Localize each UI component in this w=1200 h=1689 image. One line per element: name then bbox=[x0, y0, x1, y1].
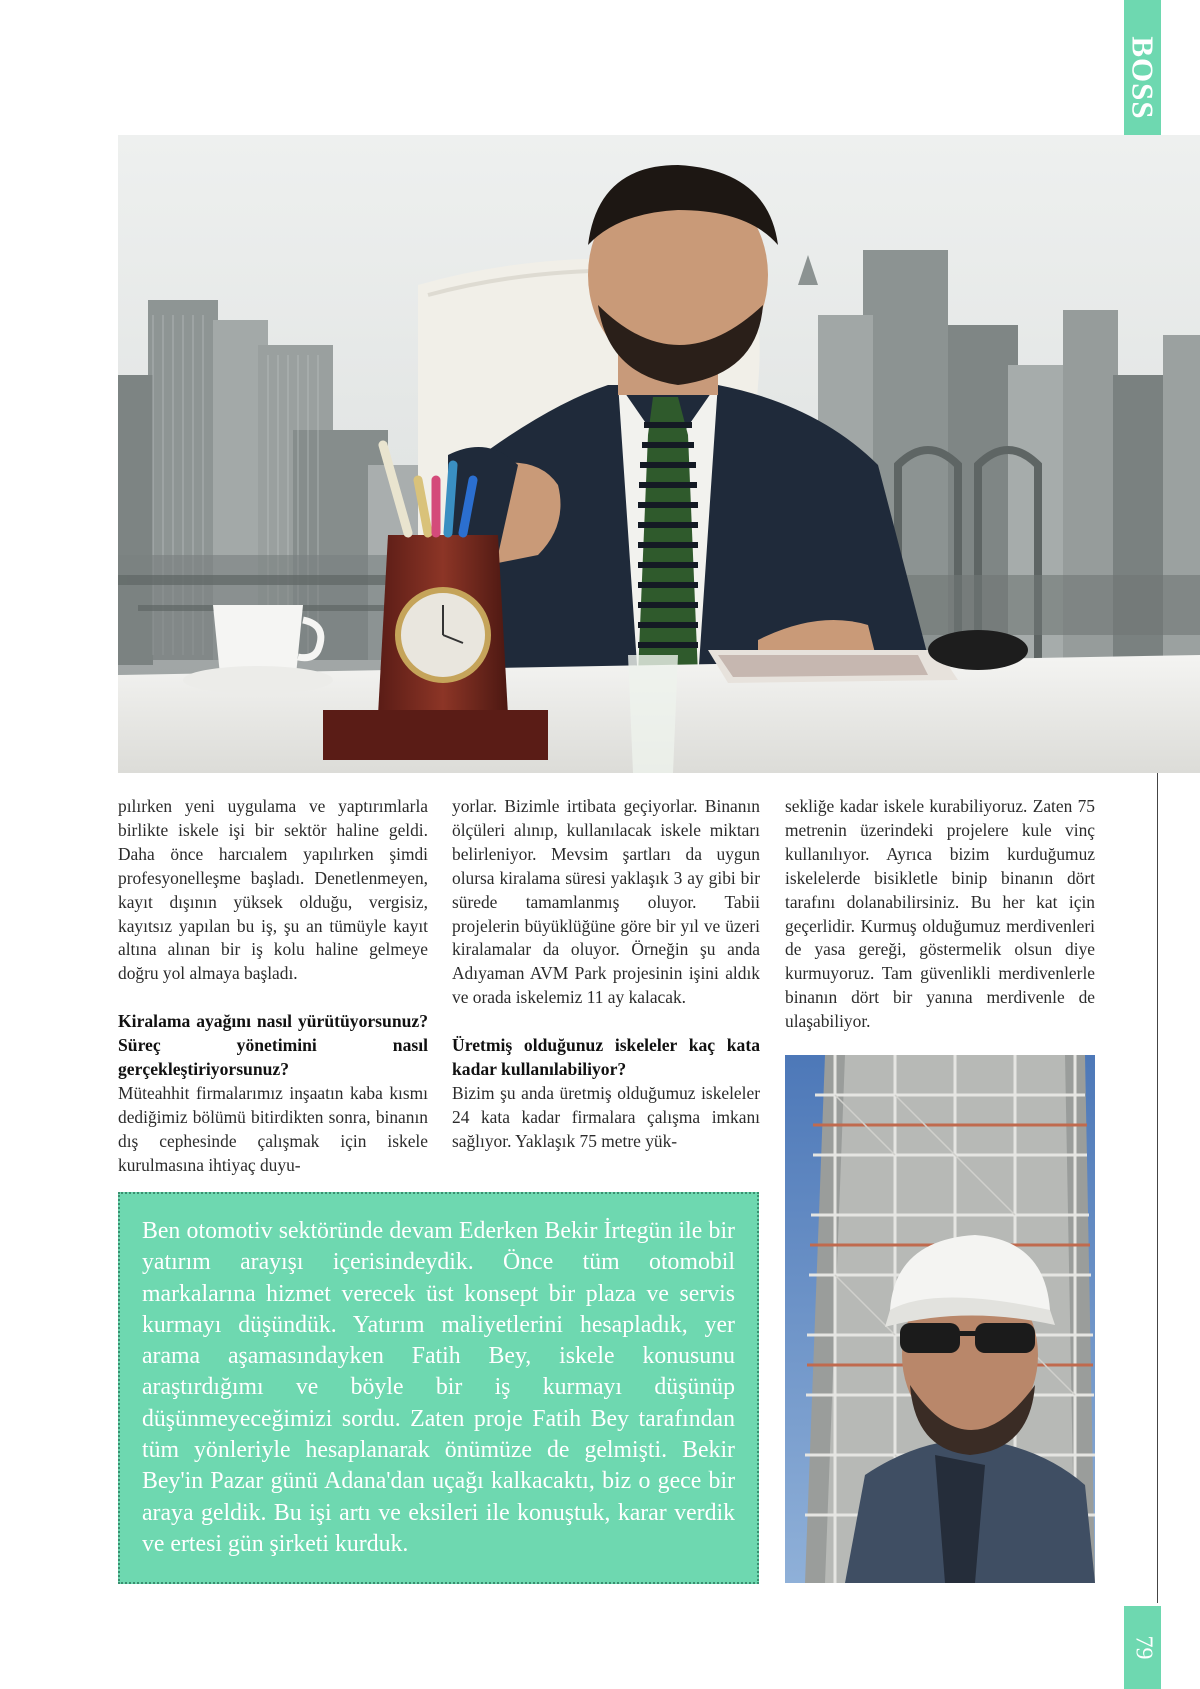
col1-paragraph-2: Müteahhit firmalarımız inşaatın kaba kısmı dediğimiz bölümü bitirdikten sonra, binanın dış cephesinde çalışmak için iskele kurulmasına ihtiyaç duyu- bbox=[118, 1082, 428, 1175]
page-number-tab bbox=[1124, 1606, 1161, 1689]
page-number: 79 bbox=[1130, 1635, 1156, 1660]
text-column-1 bbox=[118, 795, 428, 1178]
scaffolding-portrait-illustration bbox=[785, 1055, 1095, 1583]
pull-quote-text: Ben otomotiv sektöründe devam Ederken Bekir İrtegün ile bir yatırım arayışı içerisindeydik. Önce tüm otomobil markalarına hizmet verecek üst konsept bir plaza ve servis kurmayı düşündük. Yatırım maliyetlerini hesapladık, yer arama aşamasındayken Fatih Bey, iskele konusunu araştırdığımı ve böyle bir iş kurmayı düşünüp düşünmeyeceğimizi sordu. Zaten proje Fatih Bey tarafından tüm yönleriyle hesaplanarak önümüze de gelmişti. Bekir Bey'in Pazar günü Adana'dan uçağı kalkacaktı, biz o gece bir araya geldik. Bu işi artı ve eksileri ile konuştuk, karar verdik ve ertesi gün şirketi kurduk. bbox=[142, 1218, 735, 1557]
col2-paragraph-2: Bizim şu anda üretmiş olduğumuz iskeleler 24 kata kadar firmalara çalışma imkanı sağlıyor. Yaklaşık 75 metre yük- bbox=[452, 1082, 760, 1151]
hero-photo bbox=[118, 135, 1200, 773]
col1-paragraph-1: pılırken yeni uygulama ve yaptırımlarla birlikte iskele işi bir sektör haline geldi. Daha önce harcıalem yapılırken şimdi profesyonelleşme başladı. Denetlenmeyen, kayıt dışının yüksek olduğu, vergisiz, kayıtsız yapılan bu iş, şu an tümüyle kayıt altına alınan bir iş kolu haline gelmeye doğru yol almaya başladı. bbox=[118, 796, 428, 984]
col3-paragraph-1: sekliğe kadar iskele kurabiliyoruz. Zaten 75 metrenin üzerindeki projelere kule vinç kullanılıyor. Ayrıca bizim kurduğumuz iskelelerde bisikletle binip binanın dört tarafını dolanabilirsiniz. Bu her kat için geçerlidir. Kurmuş olduğumuz merdivenleri de yasa gereği, göstermelik olsun diye kurmuyoruz. Tam güvenlikli merdivenlerle binanın dört bir yanına merdivenle de ulaşabiliyor. bbox=[785, 796, 1095, 1032]
col2-question-heading: Üretmiş olduğunuz iskeleler kaç kata kadar kullanılabiliyor? bbox=[452, 1035, 760, 1080]
office-interview-illustration bbox=[118, 135, 1200, 773]
scaffolding-portrait-photo bbox=[785, 1055, 1095, 1583]
brand-label: BOSS bbox=[1125, 35, 1161, 120]
col1-question-heading: Kiralama ayağını nasıl yürütüyorsunuz? Süreç yönetimini nasıl gerçekleştiriyorsunuz? bbox=[118, 1011, 428, 1080]
text-column-2 bbox=[452, 795, 760, 1154]
col2-paragraph-1: yorlar. Bizimle irtibata geçiyorlar. Binanın ölçüleri alınıp, kullanılacak iskele miktarı belirleniyor. Mevsim şartları da uygun olursa kiralama süresi yaklaşık 3 ay gibi bir sürede tamamlanmış oluyor. Tabii projelerin büyüklüğüne göre bir yıl ve üzeri kiralamalar da oluyor. Örneğin şu anda Adıyaman AVM Park projesinin işini aldık ve orada iskelemiz 11 ay kalacak. bbox=[452, 796, 760, 1008]
pull-quote-box bbox=[118, 1192, 759, 1584]
text-column-3 bbox=[785, 795, 1095, 1034]
brand-tab bbox=[1124, 0, 1161, 155]
